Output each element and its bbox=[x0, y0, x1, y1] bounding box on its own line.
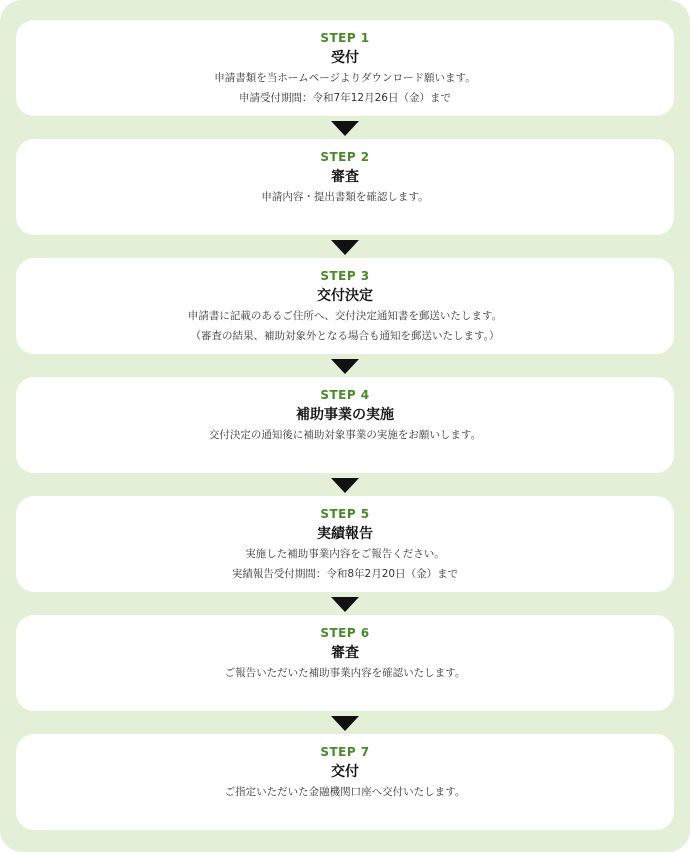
step-title: 交付決定 bbox=[317, 288, 373, 304]
step-description: ご報告いただいた補助事業内容を確認いたします。 bbox=[224, 667, 466, 679]
step-card-6 bbox=[16, 615, 674, 711]
step-title: 審査 bbox=[331, 645, 359, 661]
step-description: 実績報告受付期間：令和8年2月20日（金）まで bbox=[231, 568, 459, 580]
step-title: 実績報告 bbox=[317, 526, 373, 542]
step-description: 申請内容・提出書類を確認します。 bbox=[261, 191, 429, 203]
step-title: 受付 bbox=[331, 50, 359, 66]
step-description: 申請受付期間：令和7年12月26日（金）まで bbox=[239, 92, 451, 104]
step-description: 申請書に記載のあるご住所へ、交付決定通知書を郵送いたします。 bbox=[187, 310, 503, 322]
step-label: STEP 7 bbox=[320, 745, 370, 759]
down-arrow-icon bbox=[331, 478, 359, 493]
step-label: STEP 6 bbox=[320, 626, 370, 640]
step-card-5 bbox=[16, 496, 674, 592]
step-card-1 bbox=[16, 20, 674, 116]
step-title: 審査 bbox=[331, 169, 359, 185]
step-label: STEP 2 bbox=[320, 150, 370, 164]
step-description: （審査の結果、補助対象外となる場合も通知を郵送いたします。） bbox=[190, 330, 500, 342]
down-arrow-icon bbox=[331, 240, 359, 255]
step-card-7 bbox=[16, 734, 674, 830]
down-arrow-icon bbox=[331, 597, 359, 612]
step-description: ご指定いただいた金融機関口座へ交付いたします。 bbox=[224, 786, 466, 798]
step-description: 実施した補助事業内容をご報告ください。 bbox=[245, 548, 445, 560]
down-arrow-icon bbox=[331, 716, 359, 731]
step-label: STEP 3 bbox=[320, 269, 370, 283]
step-card-2 bbox=[16, 139, 674, 235]
step-description: 交付決定の通知後に補助対象事業の実施をお願いします。 bbox=[208, 429, 482, 441]
down-arrow-icon bbox=[331, 359, 359, 374]
step-card-4 bbox=[16, 377, 674, 473]
step-label: STEP 5 bbox=[320, 507, 370, 521]
step-label: STEP 4 bbox=[320, 388, 370, 402]
down-arrow-icon bbox=[331, 121, 359, 136]
step-title: 交付 bbox=[331, 764, 359, 780]
step-title: 補助事業の実施 bbox=[296, 407, 394, 423]
step-description: 申請書類を当ホームページよりダウンロード願います。 bbox=[214, 72, 476, 84]
step-label: STEP 1 bbox=[320, 31, 370, 45]
step-card-3 bbox=[16, 258, 674, 354]
